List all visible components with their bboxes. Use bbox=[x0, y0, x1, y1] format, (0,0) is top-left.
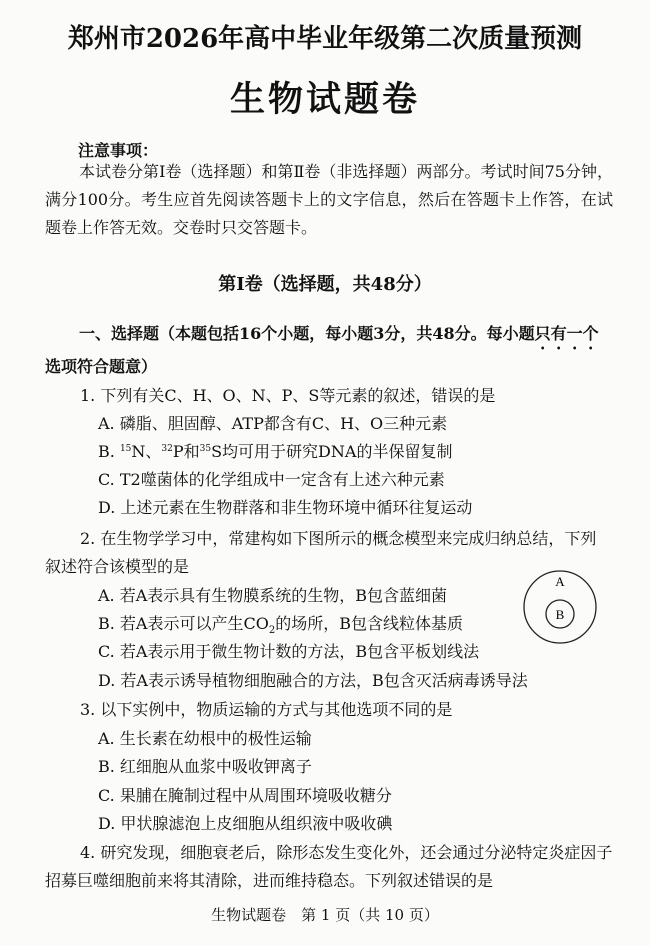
question-3-option-c: C. 果脯在腌制过程中从周围环境吸收糖分 bbox=[98, 786, 392, 805]
question-2-stem-line2: 叙述符合该模型的是 bbox=[45, 557, 190, 576]
section-title: 第Ⅰ卷（选择题，共48分） bbox=[218, 274, 432, 295]
q2-b-post: 的场所，B包含线粒体基质 bbox=[275, 614, 463, 633]
question-1-option-b bbox=[98, 441, 452, 463]
question-3-stem: 3. 以下实例中，物质运输的方式与其他选项不同的是 bbox=[80, 700, 453, 719]
concept-model-diagram bbox=[522, 569, 598, 645]
q1-b-text-p: P和 bbox=[172, 442, 200, 461]
question-1-option-a: A. 磷脂、胆固醇、ATP都含有C、H、O三种元素 bbox=[98, 414, 448, 433]
page-footer: 生物试题卷 第 1 页（共 10 页） bbox=[211, 906, 439, 924]
q1-b-text-s: S均可用于研究DNA的半保留复制 bbox=[211, 442, 453, 461]
paper-title: 生物试题卷 bbox=[229, 79, 420, 120]
question-4-stem-line2: 招募巨噬细胞前来将其清除，进而维持稳态。下列叙述错误的是 bbox=[45, 871, 494, 890]
q1-b-text-n: N、 bbox=[131, 442, 162, 461]
question-2-option-b bbox=[98, 613, 463, 642]
mcq-instructions-post: 选项符合题意） bbox=[45, 357, 158, 376]
question-2-option-d: D. 若A表示诱导植物细胞融合的方法，B包含灭活病毒诱导法 bbox=[98, 671, 528, 690]
question-2-stem-line1: 2. 在生物学学习中，常建构如下图所示的概念模型来完成归纳总结，下列 bbox=[80, 529, 597, 548]
q2-b-pre: B. 若A表示可以产生CO bbox=[98, 614, 269, 633]
question-2-option-c: C. 若A表示用于微生物计数的方法，B包含平板划线法 bbox=[98, 642, 480, 661]
question-3-option-a: A. 生长素在幼根中的极性运输 bbox=[98, 729, 312, 748]
q1-b-sup-32: 32 bbox=[161, 444, 173, 454]
mcq-instructions-emphasis: 只有一个 bbox=[534, 324, 599, 343]
exam-title: 郑州市2026年高中毕业年级第二次质量预测 bbox=[67, 24, 583, 54]
q1-b-sup-35: 35 bbox=[199, 444, 212, 454]
question-4-stem-line1: 4. 研究发现，细胞衰老后，除形态发生变化外，还会通过分泌特定炎症因子 bbox=[80, 843, 613, 862]
question-1-stem: 1. 下列有关C、H、O、N、P、S等元素的叙述，错误的是 bbox=[80, 386, 496, 405]
mcq-instructions bbox=[45, 320, 613, 381]
mcq-instructions-pre: 一、选择题（本题包括16个小题，每小题3分，共48分。每小题 bbox=[79, 324, 535, 343]
question-1-option-c: C. T2噬菌体的化学组成中一定含有上述六种元素 bbox=[98, 470, 445, 489]
diagram-label-a: A bbox=[555, 574, 565, 589]
q2-b-sub: 2 bbox=[268, 625, 276, 637]
q1-b-sup-15: 15 bbox=[119, 444, 132, 454]
question-3-option-d: D. 甲状腺滤泡上皮细胞从组织液中吸收碘 bbox=[98, 814, 393, 833]
question-1-option-d: D. 上述元素在生物群落和非生物环境中循环往复运动 bbox=[98, 498, 473, 517]
question-3-option-b: B. 红细胞从血浆中吸收钾离子 bbox=[98, 757, 312, 776]
question-2-option-a: A. 若A表示具有生物膜系统的生物，B包含蓝细菌 bbox=[98, 586, 448, 605]
notice-heading: 注意事项： bbox=[78, 141, 159, 160]
diagram-label-b: B bbox=[555, 607, 565, 622]
notice-body: 本试卷分第Ⅰ卷（选择题）和第Ⅱ卷（非选择题）两部分。考试时间75分钟，满分100分。考生应首先阅读答题卡上的文字信息，然后在答题卡上作答，在试题卷上作答无效。交卷时只交答题卡。 bbox=[45, 162, 613, 237]
q1-b-prefix: B. bbox=[98, 442, 120, 461]
